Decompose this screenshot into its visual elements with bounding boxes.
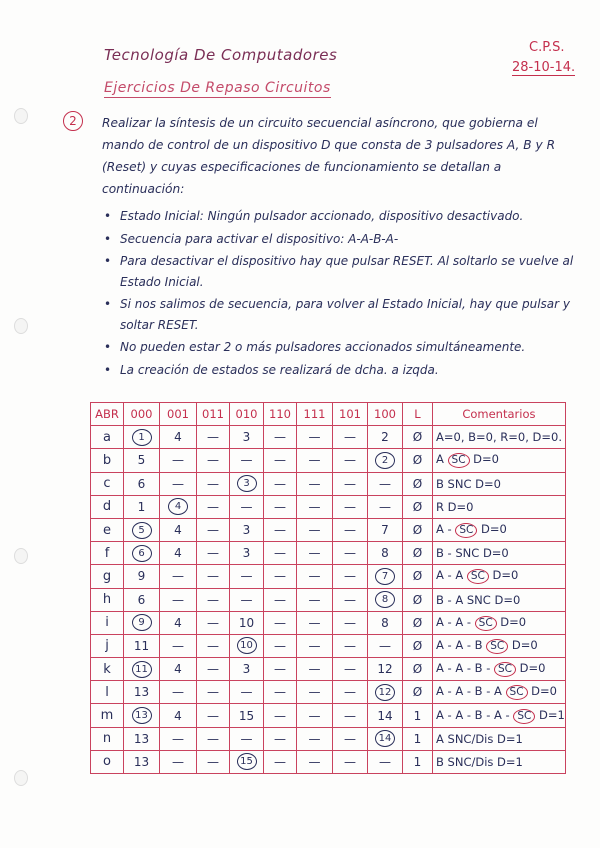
table-row [91,542,566,565]
table-row [91,658,566,681]
transition-cell: 7 [368,518,403,541]
transition-cell: 8 [368,611,403,634]
table-row [91,611,566,634]
transition-cell: 4 [160,426,197,449]
state-label: f [91,542,124,565]
state-label: d [91,495,124,518]
transition-cell: — [333,611,368,634]
stable-state-marker: 6 [132,545,152,562]
transition-cell: — [297,727,333,750]
table-row [91,472,566,495]
transition-cell: 1 [124,495,160,518]
transition-cell: 11 [124,634,160,657]
table-row [91,681,566,704]
transition-cell: — [264,472,297,495]
state-label: e [91,518,124,541]
transition-cell [160,495,197,518]
transition-cell [368,588,403,611]
transition-cell: 13 [124,750,160,773]
transition-cell: — [160,634,197,657]
transition-cell: — [368,472,403,495]
transition-cell: — [368,634,403,657]
sc-marker: SC [448,453,470,468]
sc-marker: SC [506,685,528,700]
state-label: l [91,681,124,704]
stable-state-marker: 7 [375,568,395,585]
transition-cell: — [333,518,368,541]
column-header: 001 [160,403,197,426]
column-header: 111 [297,403,333,426]
page-title: Tecnología De Computadores [104,46,338,64]
comment-cell: A - A - B - SC D=0 [433,658,566,681]
table-header-row [91,403,566,426]
transition-cell: 3 [230,542,264,565]
transition-cell: — [197,704,230,727]
transition-cell: — [264,704,297,727]
transition-cell: 10 [230,611,264,634]
stable-state-marker: 8 [375,591,395,608]
transition-cell: — [197,426,230,449]
state-label: o [91,750,124,773]
transition-cell: — [297,658,333,681]
transition-cell: — [333,565,368,588]
transition-cell [124,518,160,541]
transition-cell: — [264,426,297,449]
comment-cell: A - A SC D=0 [433,565,566,588]
state-label: j [91,634,124,657]
transition-cell: 13 [124,681,160,704]
comment-cell: B - SNC D=0 [433,542,566,565]
output-cell: Ø [403,449,433,472]
transition-cell: — [160,588,197,611]
transition-cell [368,727,403,750]
transition-cell: — [297,426,333,449]
transition-cell: — [297,518,333,541]
transition-cell: — [264,727,297,750]
column-header: ABR [91,403,124,426]
transition-cell: — [333,495,368,518]
state-label: m [91,704,124,727]
binder-holes [14,0,34,848]
transition-cell: — [197,727,230,750]
spec-item: • No pueden estar 2 o más pulsadores accionados simultáneamente. [100,337,580,358]
exercise-statement: Realizar la síntesis de un circuito secuencial asíncrono, que gobierna el mando de control de un dispositivo D que consta de 3 pulsadores A, B y R (Reset) y cuyas especificaciones de funcionamiento se detallan a continuación: [102,116,556,196]
transition-cell: — [230,588,264,611]
transition-cell: — [197,588,230,611]
output-cell: Ø [403,565,433,588]
transition-cell: — [264,565,297,588]
table-row [91,426,566,449]
output-cell: Ø [403,681,433,704]
transition-cell: — [264,611,297,634]
transition-cell [368,565,403,588]
column-header: 100 [368,403,403,426]
transition-cell: 8 [368,542,403,565]
comment-cell: A=0, B=0, R=0, D=0. [433,426,566,449]
transition-cell: — [297,611,333,634]
column-header: 101 [333,403,368,426]
transition-cell: 4 [160,704,197,727]
table-row [91,449,566,472]
transition-cell: — [264,658,297,681]
transition-cell: 4 [160,542,197,565]
output-cell: Ø [403,518,433,541]
transition-cell: 6 [124,588,160,611]
table-row [91,750,566,773]
spec-item: • Secuencia para activar el dispositivo: A-A-B-A- [100,229,580,250]
comment-cell: B - A SNC D=0 [433,588,566,611]
binder-hole [14,108,28,124]
transition-cell: — [197,750,230,773]
transition-cell: — [333,681,368,704]
table-row [91,704,566,727]
transition-cell: — [368,495,403,518]
output-cell: Ø [403,658,433,681]
author-initials: C.P.S. [529,40,565,55]
comment-cell: B SNC/Dis D=1 [433,750,566,773]
transition-cell: 3 [230,518,264,541]
transition-cell: 6 [124,472,160,495]
comment-cell: A SC D=0 [433,449,566,472]
transition-cell: — [230,565,264,588]
transition-cell: — [197,495,230,518]
transition-cell: — [333,750,368,773]
comment-cell: A - A - B - A SC D=0 [433,681,566,704]
transition-cell: 3 [230,426,264,449]
state-label: a [91,426,124,449]
column-header: L [403,403,433,426]
transition-cell: 15 [230,704,264,727]
state-label: k [91,658,124,681]
transition-cell: — [230,727,264,750]
stable-state-marker: 1 [132,429,152,446]
comment-cell: A - A - SC D=0 [433,611,566,634]
binder-hole [14,770,28,786]
state-label: n [91,727,124,750]
transition-cell: — [333,704,368,727]
transition-cell: — [197,472,230,495]
stable-state-marker: 12 [375,684,395,701]
transition-cell: 4 [160,611,197,634]
transition-cell [124,658,160,681]
transition-cell: — [297,542,333,565]
transition-cell: — [197,518,230,541]
flow-table [90,402,566,774]
column-header: 011 [197,403,230,426]
exercise-number: 2 [63,111,83,131]
table-row [91,518,566,541]
transition-cell: 2 [368,426,403,449]
output-cell: 1 [403,727,433,750]
sc-marker: SC [455,523,477,538]
transition-cell: — [264,588,297,611]
page-date: 28-10-14. [512,60,576,75]
output-cell: 1 [403,704,433,727]
table-row [91,634,566,657]
transition-cell [230,750,264,773]
output-cell: Ø [403,495,433,518]
output-cell: Ø [403,588,433,611]
transition-cell: — [160,750,197,773]
transition-cell: — [333,449,368,472]
column-header: 010 [230,403,264,426]
stable-state-marker: 9 [132,614,152,631]
transition-cell [230,472,264,495]
comment-cell: A - A - B SC D=0 [433,634,566,657]
transition-cell: — [297,704,333,727]
output-cell: Ø [403,634,433,657]
stable-state-marker: 5 [132,522,152,539]
transition-cell: 12 [368,658,403,681]
page-subtitle: Ejercicios De Repaso Circuitos [104,80,331,96]
transition-cell: — [333,634,368,657]
transition-cell: — [333,542,368,565]
stable-state-marker: 2 [375,452,395,469]
spec-item: • Estado Inicial: Ningún pulsador accionado, dispositivo desactivado. [100,206,580,227]
transition-cell: — [333,588,368,611]
transition-cell: — [264,495,297,518]
table-row [91,495,566,518]
transition-cell: 5 [124,449,160,472]
transition-cell: — [197,681,230,704]
table-body [91,426,566,774]
transition-cell: — [230,681,264,704]
sc-marker: SC [494,662,516,677]
spec-item: • La creación de estados se realizará de dcha. a izqda. [100,360,580,381]
transition-cell: — [197,611,230,634]
transition-cell [368,681,403,704]
transition-cell: — [160,727,197,750]
stable-state-marker: 15 [237,753,257,770]
state-label: c [91,472,124,495]
output-cell: Ø [403,472,433,495]
transition-cell: — [230,495,264,518]
transition-cell [124,611,160,634]
comment-cell: A - SC D=0 [433,518,566,541]
transition-cell [230,634,264,657]
transition-cell: — [230,449,264,472]
stable-state-marker: 3 [237,475,257,492]
comment-cell: A SNC/Dis D=1 [433,727,566,750]
specification-list [100,206,580,382]
output-cell: Ø [403,542,433,565]
stable-state-marker: 10 [237,637,257,654]
stable-state-marker: 14 [375,730,395,747]
transition-cell: — [160,681,197,704]
transition-cell: — [264,542,297,565]
binder-hole [14,548,28,564]
transition-cell: — [297,449,333,472]
transition-cell: — [197,449,230,472]
transition-cell: — [333,658,368,681]
spec-item: • Para desactivar el dispositivo hay que pulsar RESET. Al soltarlo se vuelve al Estado Inicial. [100,251,580,292]
transition-cell: — [297,472,333,495]
state-label: h [91,588,124,611]
transition-cell: — [264,518,297,541]
transition-cell: — [264,449,297,472]
sc-marker: SC [475,616,497,631]
sc-marker: SC [486,639,508,654]
column-header: Comentarios [433,403,566,426]
stable-state-marker: 4 [168,498,188,515]
transition-cell: 13 [124,727,160,750]
state-label: b [91,449,124,472]
transition-cell: — [297,565,333,588]
comment-cell: B SNC D=0 [433,472,566,495]
transition-cell: — [160,565,197,588]
state-label: g [91,565,124,588]
stable-state-marker: 11 [132,661,152,678]
transition-cell [368,449,403,472]
table-row [91,727,566,750]
output-cell: 1 [403,750,433,773]
transition-cell: — [297,588,333,611]
transition-cell: — [197,634,230,657]
state-label: i [91,611,124,634]
comment-cell: R D=0 [433,495,566,518]
transition-cell: — [297,634,333,657]
spec-item: • Si nos salimos de secuencia, para volver al Estado Inicial, hay que pulsar y soltar RESET. [100,294,580,335]
column-header: 110 [264,403,297,426]
column-header: 000 [124,403,160,426]
transition-cell: — [368,750,403,773]
transition-cell: — [297,495,333,518]
transition-cell [124,542,160,565]
table-row [91,588,566,611]
transition-cell: 4 [160,518,197,541]
transition-cell: — [197,565,230,588]
stable-state-marker: 13 [132,707,152,724]
transition-cell: — [160,472,197,495]
transition-cell: — [297,681,333,704]
transition-cell: — [160,449,197,472]
transition-cell: 3 [230,658,264,681]
transition-cell: — [197,542,230,565]
output-cell: Ø [403,426,433,449]
transition-cell: — [297,750,333,773]
transition-cell: — [264,750,297,773]
comment-cell: A - A - B - A - SC D=1 [433,704,566,727]
table-row [91,565,566,588]
transition-cell: 14 [368,704,403,727]
transition-cell: 9 [124,565,160,588]
transition-cell: — [197,658,230,681]
binder-hole [14,318,28,334]
transition-cell: — [264,634,297,657]
transition-cell: — [333,472,368,495]
sc-marker: SC [513,709,535,724]
transition-cell: — [264,681,297,704]
transition-cell: — [333,426,368,449]
output-cell: Ø [403,611,433,634]
sc-marker: SC [467,569,489,584]
transition-cell [124,704,160,727]
transition-cell: 4 [160,658,197,681]
transition-cell [124,426,160,449]
transition-cell: — [333,727,368,750]
